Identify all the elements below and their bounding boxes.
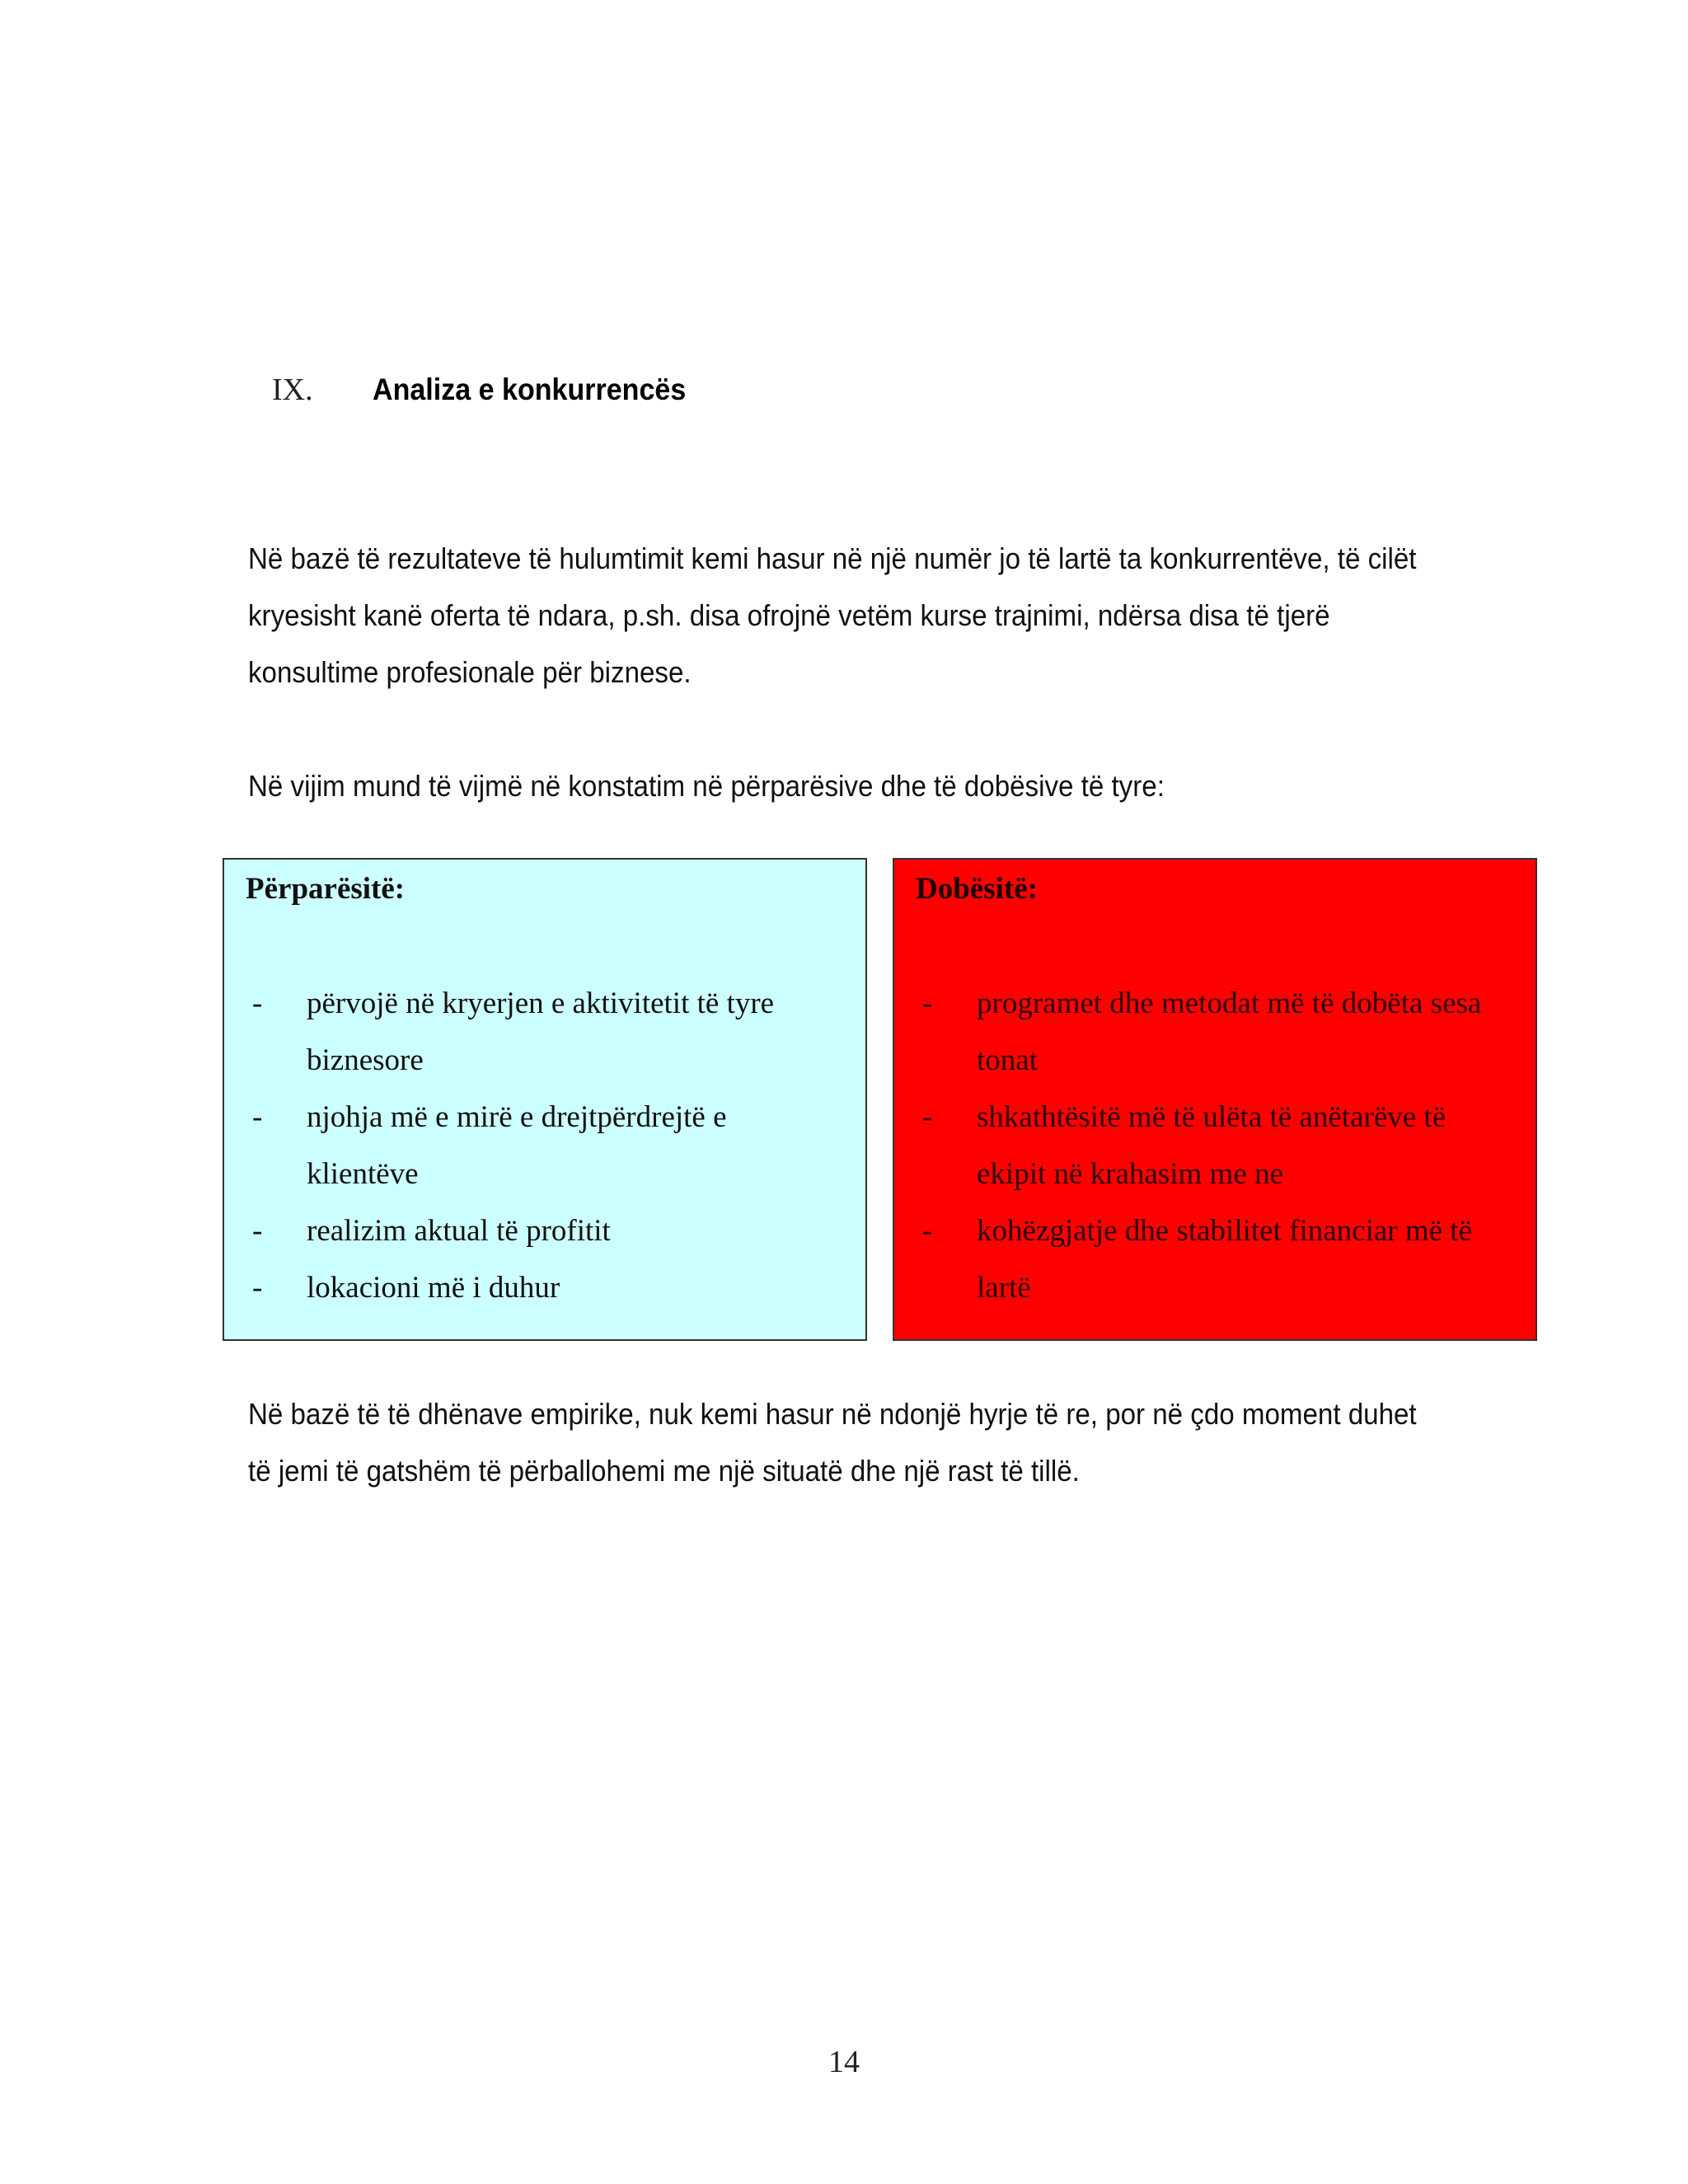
bullet-dash: - xyxy=(922,1100,933,1134)
intro-paragraph xyxy=(248,530,1417,701)
strengths-title: Përparësitë: xyxy=(246,872,406,906)
bullet-dash: - xyxy=(922,1214,933,1248)
section-heading xyxy=(272,367,713,413)
weaknesses-title: Dobësitë: xyxy=(916,872,1038,906)
list-item xyxy=(922,1202,1504,1316)
weakness-item: shkathtësitë më të ulëta të anëtarëve të ekipit në krahasim me ne xyxy=(977,1100,1447,1191)
list-item xyxy=(252,1259,834,1316)
bullet-dash: - xyxy=(252,1214,263,1248)
bullet-dash: - xyxy=(922,987,933,1020)
weaknesses-box xyxy=(893,858,1537,1341)
weakness-item: programet dhe metodat më të dobëta sesa tonat xyxy=(977,987,1482,1077)
closing-paragraph xyxy=(248,1385,1417,1499)
closing-line: të jemi të gatshëm të përballohemi me një situatë dhe një rast të tillë. xyxy=(248,1454,1080,1488)
bullet-dash: - xyxy=(252,987,263,1020)
strength-item: lokacioni më i duhur xyxy=(307,1271,560,1305)
intro-line: kryesisht kanë oferta të ndara, p.sh. disa ofrojnë vetëm kurse trajnimi, ndërsa disa të tjerë xyxy=(248,598,1330,632)
section-title: Analiza e konkurrencës xyxy=(373,373,687,406)
section-number: IX. xyxy=(272,373,313,407)
lead-in-line: Në vijim mund të vijmë në konstatim në përparësive dhe të dobësive të tyre: xyxy=(248,769,1165,803)
strengths-box xyxy=(223,858,867,1341)
weaknesses-list xyxy=(922,975,1504,1316)
list-item xyxy=(252,1089,834,1202)
list-item xyxy=(252,1202,834,1259)
page-number: 14 xyxy=(828,2045,860,2079)
weakness-item: kohëzgjatje dhe stabilitet financiar më të lartë xyxy=(977,1214,1472,1305)
list-item xyxy=(252,975,834,1089)
strength-item: njohja më e mirë e drejtpërdrejtë e klientëve xyxy=(307,1100,727,1191)
closing-line: Në bazë të të dhënave empirike, nuk kemi hasur në ndonjë hyrje të re, por në çdo moment duhet xyxy=(248,1397,1417,1431)
list-item xyxy=(922,975,1504,1089)
bullet-dash: - xyxy=(252,1100,263,1134)
list-item xyxy=(922,1089,1504,1202)
strength-item: realizim aktual të profitit xyxy=(307,1214,611,1248)
bullet-dash: - xyxy=(252,1271,263,1305)
strengths-list xyxy=(252,975,834,1316)
intro-line: Në bazë të rezultateve të hulumtimit kemi hasur në një numër jo të lartë ta konkurrentëve, të cilët xyxy=(248,541,1417,575)
intro-line: konsultime profesionale për biznese. xyxy=(248,655,692,689)
strength-item: përvojë në kryerjen e aktivitetit të tyre biznesore xyxy=(307,987,775,1077)
lead-in-paragraph xyxy=(248,757,1371,814)
